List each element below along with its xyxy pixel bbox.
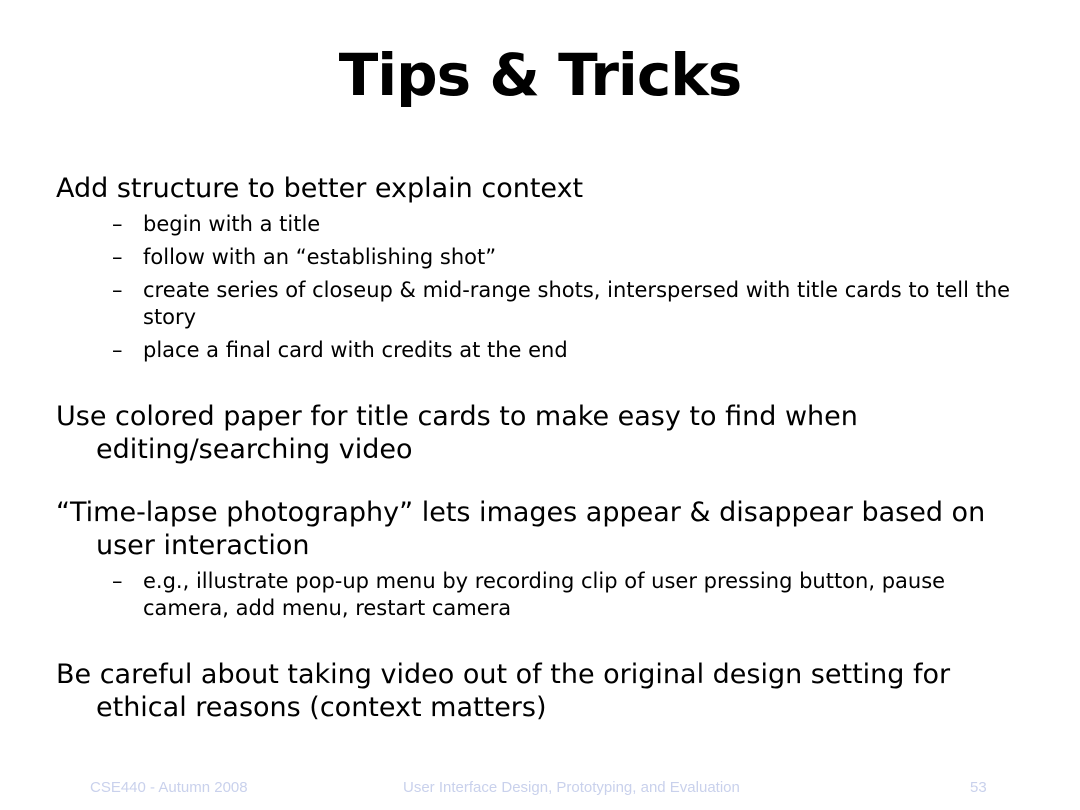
sub-bullet-text: place a final card with credits at the end (143, 338, 568, 362)
sub-bullet (56, 211, 1016, 238)
sub-bullet (56, 568, 1016, 622)
sub-bullet-text: e.g., illustrate pop-up menu by recording clip of user pressing button, pause camera, add menu, restart camera (143, 569, 946, 620)
slide-body (56, 172, 1016, 724)
main-point: Add structure to better explain context (56, 173, 584, 204)
footer-page-number: 53 (970, 779, 987, 796)
slide-title: Tips & Tricks (338, 41, 742, 109)
sub-bullet (56, 337, 1016, 364)
dash-marker: – (112, 245, 123, 269)
section-spacer (56, 628, 1016, 658)
dash-marker: – (112, 278, 123, 302)
dash-marker: – (112, 338, 123, 362)
section-spacer (56, 466, 1016, 496)
section-spacer (56, 370, 1016, 400)
sub-bullet (56, 277, 1016, 331)
sub-bullet-list (56, 211, 1016, 364)
footer-subject: User Interface Design, Prototyping, and Evaluation (403, 779, 740, 796)
sub-bullet-text: follow with an “establishing shot” (143, 245, 497, 269)
sub-bullet-list (56, 568, 1016, 622)
main-point: “Time-lapse photography” lets images appear & disappear based on user interaction (56, 497, 986, 561)
sub-bullet (56, 244, 1016, 271)
dash-marker: – (112, 212, 123, 236)
footer-course: CSE440 - Autumn 2008 (90, 779, 248, 796)
main-point: Be careful about taking video out of the original design setting for ethical reasons (context matters) (56, 659, 951, 723)
sub-bullet-text: begin with a title (143, 212, 321, 236)
sub-bullet-text: create series of closeup & mid-range shots, interspersed with title cards to tell the story (143, 278, 1011, 329)
dash-marker: – (112, 569, 123, 593)
main-point: Use colored paper for title cards to make easy to find when editing/searching video (56, 401, 858, 465)
